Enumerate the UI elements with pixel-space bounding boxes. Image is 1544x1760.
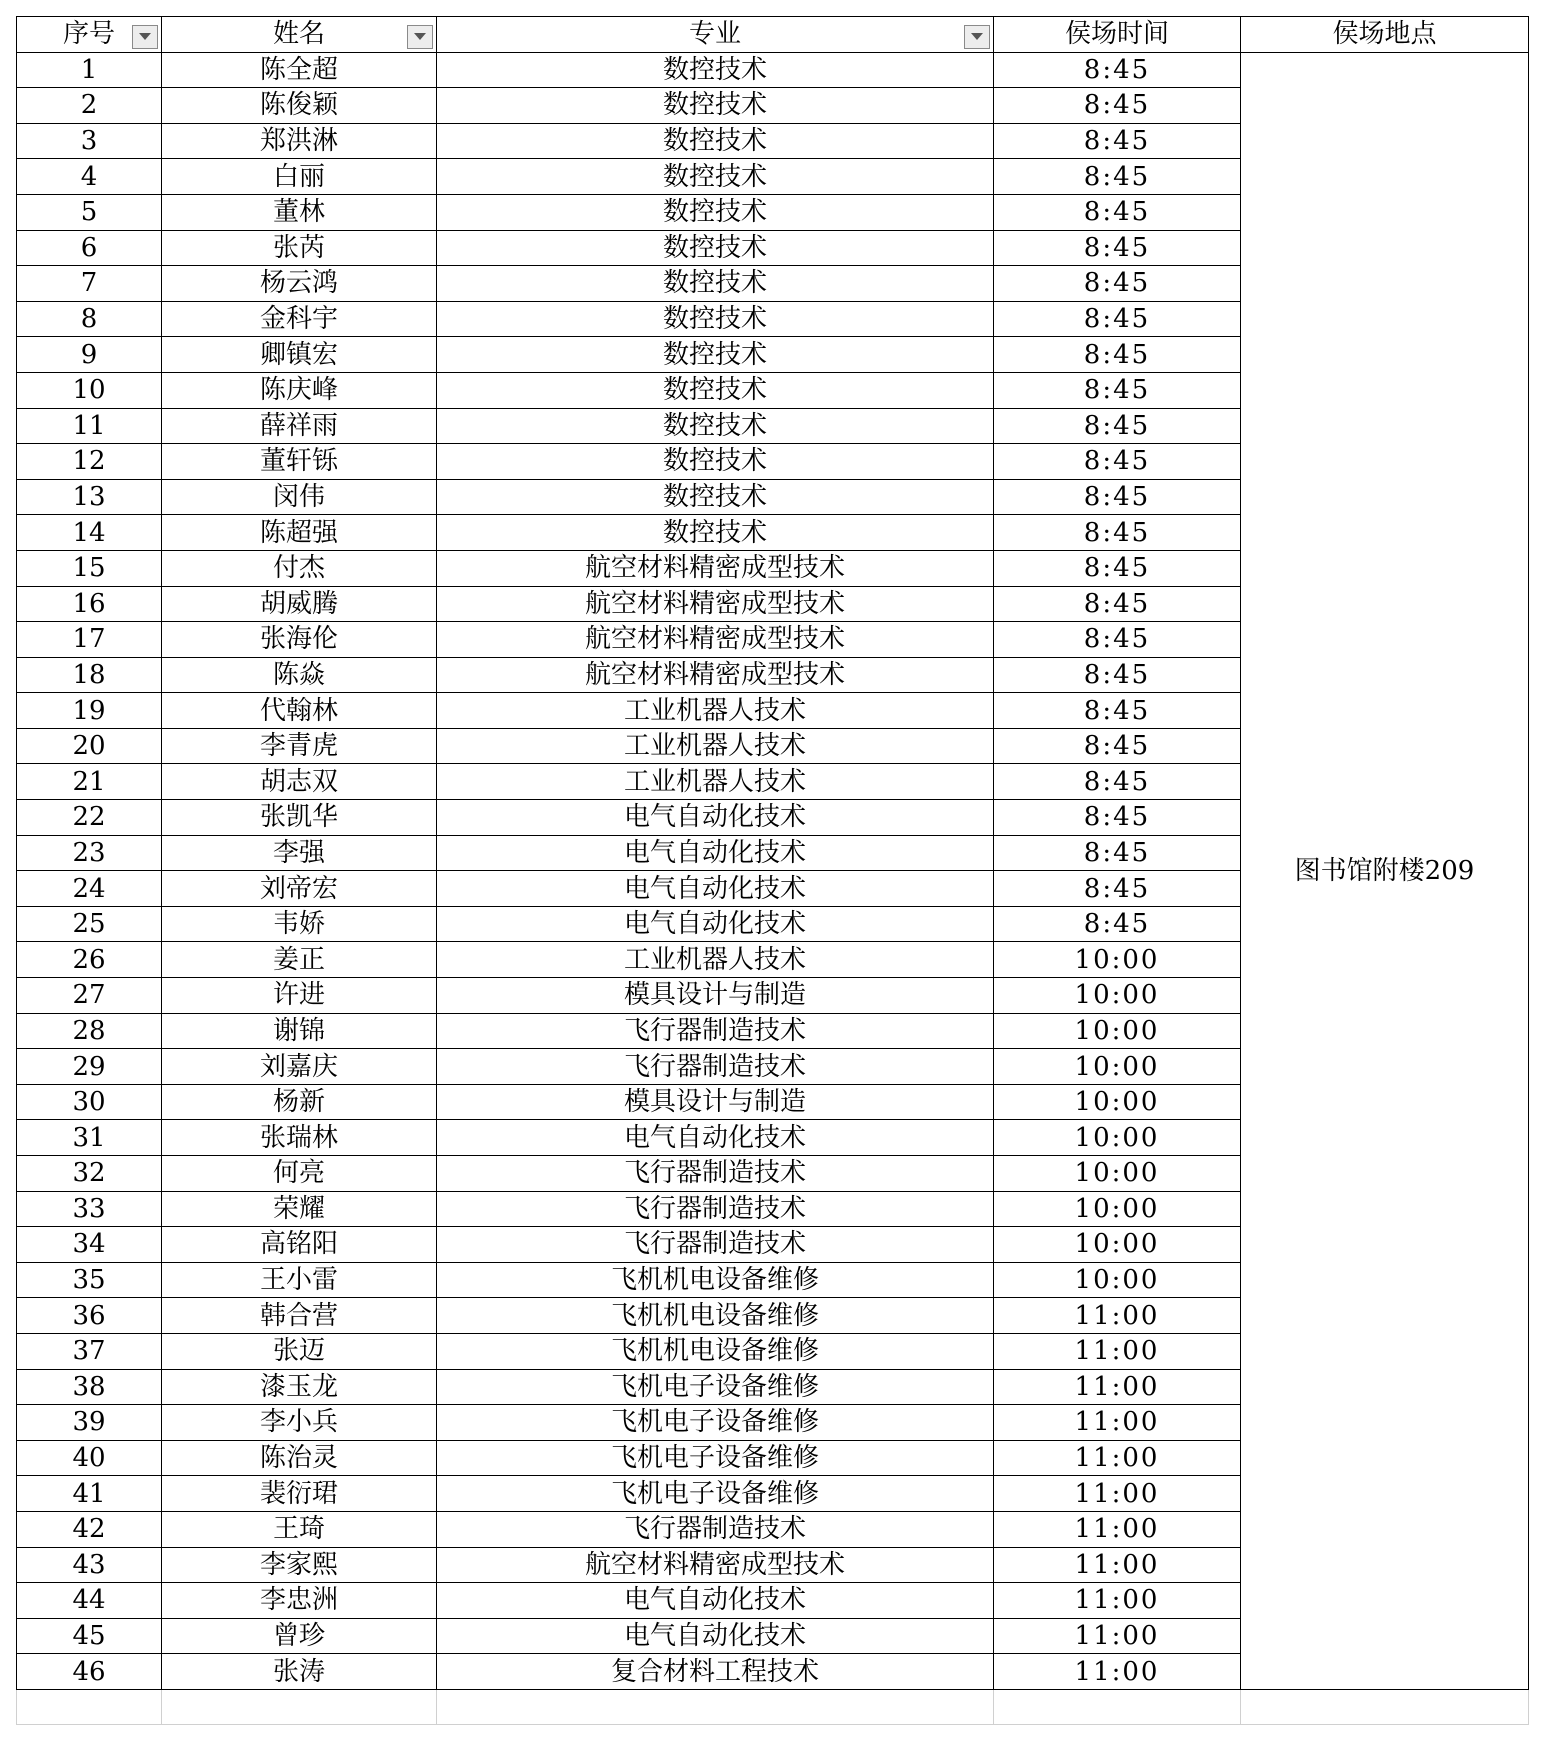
cell-time[interactable]: 8:45 bbox=[994, 159, 1241, 195]
cell-major[interactable]: 数控技术 bbox=[437, 479, 994, 515]
cell-time[interactable]: 8:45 bbox=[994, 266, 1241, 302]
cell-time[interactable]: 8:45 bbox=[994, 657, 1241, 693]
cell-name[interactable]: 董轩铄 bbox=[162, 444, 437, 480]
cell-seq[interactable]: 12 bbox=[17, 444, 162, 480]
cell-name[interactable]: 张芮 bbox=[162, 230, 437, 266]
cell-name[interactable]: 金科宇 bbox=[162, 301, 437, 337]
cell-time[interactable]: 11:00 bbox=[994, 1583, 1241, 1619]
empty-cell[interactable] bbox=[994, 1689, 1241, 1724]
cell-major[interactable]: 电气自动化技术 bbox=[437, 906, 994, 942]
table-body bbox=[17, 52, 1529, 1724]
cell-seq[interactable]: 28 bbox=[17, 1013, 162, 1049]
cell-time[interactable]: 10:00 bbox=[994, 1120, 1241, 1156]
cell-time[interactable]: 8:45 bbox=[994, 800, 1241, 836]
cell-major[interactable]: 航空材料精密成型技术 bbox=[437, 622, 994, 658]
cell-major[interactable]: 电气自动化技术 bbox=[437, 835, 994, 871]
cell-major[interactable]: 飞行器制造技术 bbox=[437, 1049, 994, 1085]
cell-major[interactable]: 飞机电子设备维修 bbox=[437, 1440, 994, 1476]
cell-name[interactable]: 薛祥雨 bbox=[162, 408, 437, 444]
cell-seq[interactable]: 8 bbox=[17, 301, 162, 337]
cell-name[interactable]: 闵伟 bbox=[162, 479, 437, 515]
cell-seq[interactable]: 16 bbox=[17, 586, 162, 622]
cell-name[interactable]: 韩合营 bbox=[162, 1298, 437, 1334]
cell-major[interactable]: 数控技术 bbox=[437, 372, 994, 408]
cell-major[interactable]: 复合材料工程技术 bbox=[437, 1654, 994, 1690]
cell-seq[interactable]: 43 bbox=[17, 1547, 162, 1583]
cell-seq[interactable]: 13 bbox=[17, 479, 162, 515]
cell-seq[interactable]: 21 bbox=[17, 764, 162, 800]
cell-time[interactable]: 8:45 bbox=[994, 337, 1241, 373]
cell-seq[interactable]: 11 bbox=[17, 408, 162, 444]
cell-seq[interactable]: 3 bbox=[17, 123, 162, 159]
cell-major[interactable]: 飞机机电设备维修 bbox=[437, 1298, 994, 1334]
cell-name[interactable]: 胡志双 bbox=[162, 764, 437, 800]
cell-name[interactable]: 陈超强 bbox=[162, 515, 437, 551]
cell-name[interactable]: 郑洪淋 bbox=[162, 123, 437, 159]
cell-name[interactable]: 陈焱 bbox=[162, 657, 437, 693]
cell-major[interactable]: 电气自动化技术 bbox=[437, 871, 994, 907]
cell-seq[interactable]: 26 bbox=[17, 942, 162, 978]
cell-name[interactable]: 李强 bbox=[162, 835, 437, 871]
cell-time[interactable]: 10:00 bbox=[994, 1049, 1241, 1085]
cell-time[interactable]: 11:00 bbox=[994, 1547, 1241, 1583]
cell-name[interactable]: 胡威腾 bbox=[162, 586, 437, 622]
cell-time[interactable]: 8:45 bbox=[994, 301, 1241, 337]
cell-major[interactable]: 数控技术 bbox=[437, 194, 994, 230]
cell-name[interactable]: 张涛 bbox=[162, 1654, 437, 1690]
cell-time[interactable]: 8:45 bbox=[994, 871, 1241, 907]
cell-time[interactable]: 10:00 bbox=[994, 1084, 1241, 1120]
cell-time[interactable]: 8:45 bbox=[994, 693, 1241, 729]
cell-major[interactable]: 数控技术 bbox=[437, 301, 994, 337]
cell-major[interactable]: 工业机器人技术 bbox=[437, 693, 994, 729]
header-name-label: 姓名 bbox=[272, 19, 325, 50]
cell-major[interactable]: 模具设计与制造 bbox=[437, 978, 994, 1014]
cell-time[interactable]: 11:00 bbox=[994, 1476, 1241, 1512]
cell-time[interactable]: 8:45 bbox=[994, 123, 1241, 159]
cell-time[interactable]: 8:45 bbox=[994, 444, 1241, 480]
cell-location[interactable]: 图书馆附楼209 bbox=[1241, 52, 1529, 1689]
cell-seq[interactable]: 27 bbox=[17, 978, 162, 1014]
cell-seq[interactable]: 23 bbox=[17, 835, 162, 871]
dropdown-arrow-icon bbox=[414, 33, 426, 41]
cell-seq[interactable]: 37 bbox=[17, 1333, 162, 1369]
cell-seq[interactable]: 9 bbox=[17, 337, 162, 373]
cell-time[interactable]: 8:45 bbox=[994, 622, 1241, 658]
cell-seq[interactable]: 20 bbox=[17, 728, 162, 764]
cell-time[interactable]: 8:45 bbox=[994, 479, 1241, 515]
cell-name[interactable]: 姜正 bbox=[162, 942, 437, 978]
cell-major[interactable]: 数控技术 bbox=[437, 159, 994, 195]
cell-major[interactable]: 数控技术 bbox=[437, 52, 994, 88]
cell-time[interactable]: 8:45 bbox=[994, 372, 1241, 408]
cell-time[interactable]: 8:45 bbox=[994, 550, 1241, 586]
cell-time[interactable]: 8:45 bbox=[994, 194, 1241, 230]
cell-seq[interactable]: 17 bbox=[17, 622, 162, 658]
cell-name[interactable]: 张凯华 bbox=[162, 800, 437, 836]
cell-seq[interactable]: 39 bbox=[17, 1405, 162, 1441]
cell-major[interactable]: 电气自动化技术 bbox=[437, 800, 994, 836]
cell-name[interactable]: 漆玉龙 bbox=[162, 1369, 437, 1405]
cell-name[interactable]: 刘帝宏 bbox=[162, 871, 437, 907]
cell-seq[interactable]: 34 bbox=[17, 1227, 162, 1263]
cell-seq[interactable]: 5 bbox=[17, 194, 162, 230]
cell-major[interactable]: 工业机器人技术 bbox=[437, 728, 994, 764]
cell-major[interactable]: 数控技术 bbox=[437, 515, 994, 551]
header-name bbox=[162, 17, 437, 53]
cell-time[interactable]: 8:45 bbox=[994, 835, 1241, 871]
cell-name[interactable]: 杨云鸿 bbox=[162, 266, 437, 302]
major-filter-button[interactable] bbox=[964, 25, 990, 49]
header-major-label: 专业 bbox=[688, 19, 741, 50]
cell-seq[interactable]: 24 bbox=[17, 871, 162, 907]
cell-major[interactable]: 工业机器人技术 bbox=[437, 942, 994, 978]
cell-seq[interactable]: 4 bbox=[17, 159, 162, 195]
cell-time[interactable]: 11:00 bbox=[994, 1654, 1241, 1690]
header-time-label: 侯场时间 bbox=[1064, 19, 1169, 50]
name-filter-button[interactable] bbox=[407, 25, 433, 49]
cell-time[interactable]: 8:45 bbox=[994, 728, 1241, 764]
cell-time[interactable]: 10:00 bbox=[994, 1013, 1241, 1049]
cell-major[interactable]: 数控技术 bbox=[437, 444, 994, 480]
cell-time[interactable]: 8:45 bbox=[994, 515, 1241, 551]
cell-major[interactable]: 数控技术 bbox=[437, 337, 994, 373]
header-time bbox=[994, 17, 1241, 53]
cell-major[interactable]: 飞机电子设备维修 bbox=[437, 1476, 994, 1512]
cell-time[interactable]: 10:00 bbox=[994, 1156, 1241, 1192]
cell-seq[interactable]: 1 bbox=[17, 52, 162, 88]
cell-major[interactable]: 飞机机电设备维修 bbox=[437, 1333, 994, 1369]
cell-seq[interactable]: 41 bbox=[17, 1476, 162, 1512]
cell-name[interactable]: 李小兵 bbox=[162, 1405, 437, 1441]
cell-seq[interactable]: 44 bbox=[17, 1583, 162, 1619]
cell-major[interactable]: 飞机机电设备维修 bbox=[437, 1262, 994, 1298]
cell-name[interactable]: 谢锦 bbox=[162, 1013, 437, 1049]
cell-time[interactable]: 8:45 bbox=[994, 230, 1241, 266]
cell-time[interactable]: 10:00 bbox=[994, 1262, 1241, 1298]
cell-seq[interactable]: 6 bbox=[17, 230, 162, 266]
cell-time[interactable]: 11:00 bbox=[994, 1440, 1241, 1476]
cell-name[interactable]: 刘嘉庆 bbox=[162, 1049, 437, 1085]
cell-major[interactable]: 飞机电子设备维修 bbox=[437, 1369, 994, 1405]
cell-seq[interactable]: 19 bbox=[17, 693, 162, 729]
cell-seq[interactable]: 7 bbox=[17, 266, 162, 302]
cell-seq[interactable]: 46 bbox=[17, 1654, 162, 1690]
cell-major[interactable]: 数控技术 bbox=[437, 266, 994, 302]
empty-cell[interactable] bbox=[162, 1689, 437, 1724]
table-row bbox=[17, 52, 1529, 88]
cell-seq[interactable]: 25 bbox=[17, 906, 162, 942]
cell-time[interactable]: 8:45 bbox=[994, 88, 1241, 124]
schedule-table bbox=[16, 16, 1529, 1725]
cell-seq[interactable]: 45 bbox=[17, 1618, 162, 1654]
cell-major[interactable]: 飞行器制造技术 bbox=[437, 1013, 994, 1049]
cell-name[interactable]: 王琦 bbox=[162, 1511, 437, 1547]
header-row bbox=[17, 17, 1529, 53]
cell-time[interactable]: 11:00 bbox=[994, 1333, 1241, 1369]
cell-time[interactable]: 11:00 bbox=[994, 1298, 1241, 1334]
cell-seq[interactable]: 31 bbox=[17, 1120, 162, 1156]
cell-name[interactable]: 曾珍 bbox=[162, 1618, 437, 1654]
cell-major[interactable]: 数控技术 bbox=[437, 408, 994, 444]
cell-major[interactable]: 电气自动化技术 bbox=[437, 1618, 994, 1654]
cell-name[interactable]: 裴衍珺 bbox=[162, 1476, 437, 1512]
cell-major[interactable]: 模具设计与制造 bbox=[437, 1084, 994, 1120]
cell-seq[interactable]: 32 bbox=[17, 1156, 162, 1192]
cell-seq[interactable]: 35 bbox=[17, 1262, 162, 1298]
cell-major[interactable]: 电气自动化技术 bbox=[437, 1583, 994, 1619]
cell-time[interactable]: 11:00 bbox=[994, 1511, 1241, 1547]
cell-seq[interactable]: 33 bbox=[17, 1191, 162, 1227]
cell-time[interactable]: 10:00 bbox=[994, 978, 1241, 1014]
empty-row bbox=[17, 1689, 1529, 1724]
cell-name[interactable]: 杨新 bbox=[162, 1084, 437, 1120]
cell-seq[interactable]: 10 bbox=[17, 372, 162, 408]
cell-seq[interactable]: 22 bbox=[17, 800, 162, 836]
cell-major[interactable]: 航空材料精密成型技术 bbox=[437, 1547, 994, 1583]
header-seq-label: 序号 bbox=[62, 19, 115, 50]
cell-time[interactable]: 10:00 bbox=[994, 1191, 1241, 1227]
cell-name[interactable]: 高铭阳 bbox=[162, 1227, 437, 1263]
cell-major[interactable]: 数控技术 bbox=[437, 230, 994, 266]
cell-major[interactable]: 航空材料精密成型技术 bbox=[437, 657, 994, 693]
cell-name[interactable]: 李青虎 bbox=[162, 728, 437, 764]
cell-name[interactable]: 李忠洲 bbox=[162, 1583, 437, 1619]
cell-time[interactable]: 8:45 bbox=[994, 764, 1241, 800]
cell-time[interactable]: 8:45 bbox=[994, 52, 1241, 88]
seq-filter-button[interactable] bbox=[132, 25, 158, 49]
empty-cell[interactable] bbox=[1241, 1689, 1529, 1724]
cell-major[interactable]: 飞机电子设备维修 bbox=[437, 1405, 994, 1441]
cell-time[interactable]: 8:45 bbox=[994, 408, 1241, 444]
cell-major[interactable]: 飞行器制造技术 bbox=[437, 1156, 994, 1192]
cell-major[interactable]: 数控技术 bbox=[437, 123, 994, 159]
cell-time[interactable]: 8:45 bbox=[994, 906, 1241, 942]
cell-seq[interactable]: 15 bbox=[17, 550, 162, 586]
cell-seq[interactable]: 30 bbox=[17, 1084, 162, 1120]
cell-name[interactable]: 李家熙 bbox=[162, 1547, 437, 1583]
cell-name[interactable]: 何亮 bbox=[162, 1156, 437, 1192]
cell-seq[interactable]: 18 bbox=[17, 657, 162, 693]
cell-major[interactable]: 航空材料精密成型技术 bbox=[437, 586, 994, 622]
cell-seq[interactable]: 14 bbox=[17, 515, 162, 551]
cell-seq[interactable]: 2 bbox=[17, 88, 162, 124]
cell-major[interactable]: 飞行器制造技术 bbox=[437, 1191, 994, 1227]
cell-name[interactable]: 韦娇 bbox=[162, 906, 437, 942]
cell-name[interactable]: 陈俊颖 bbox=[162, 88, 437, 124]
cell-major[interactable]: 工业机器人技术 bbox=[437, 764, 994, 800]
cell-name[interactable]: 张瑞林 bbox=[162, 1120, 437, 1156]
header-seq bbox=[17, 17, 162, 53]
cell-time[interactable]: 11:00 bbox=[994, 1369, 1241, 1405]
cell-seq[interactable]: 42 bbox=[17, 1511, 162, 1547]
dropdown-arrow-icon bbox=[971, 33, 983, 41]
cell-name[interactable]: 许进 bbox=[162, 978, 437, 1014]
cell-name[interactable]: 陈治灵 bbox=[162, 1440, 437, 1476]
header-major bbox=[437, 17, 994, 53]
dropdown-arrow-icon bbox=[139, 33, 151, 41]
cell-name[interactable]: 张海伦 bbox=[162, 622, 437, 658]
cell-time[interactable]: 10:00 bbox=[994, 1227, 1241, 1263]
cell-seq[interactable]: 40 bbox=[17, 1440, 162, 1476]
cell-seq[interactable]: 29 bbox=[17, 1049, 162, 1085]
cell-name[interactable]: 张迈 bbox=[162, 1333, 437, 1369]
empty-cell[interactable] bbox=[17, 1689, 162, 1724]
cell-name[interactable]: 代翰林 bbox=[162, 693, 437, 729]
cell-name[interactable]: 卿镇宏 bbox=[162, 337, 437, 373]
cell-name[interactable]: 王小雷 bbox=[162, 1262, 437, 1298]
header-location bbox=[1241, 17, 1529, 53]
cell-major[interactable]: 数控技术 bbox=[437, 88, 994, 124]
cell-seq[interactable]: 36 bbox=[17, 1298, 162, 1334]
cell-time[interactable]: 10:00 bbox=[994, 942, 1241, 978]
cell-time[interactable]: 8:45 bbox=[994, 586, 1241, 622]
cell-major[interactable]: 电气自动化技术 bbox=[437, 1120, 994, 1156]
cell-major[interactable]: 飞行器制造技术 bbox=[437, 1511, 994, 1547]
cell-major[interactable]: 航空材料精密成型技术 bbox=[437, 550, 994, 586]
empty-cell[interactable] bbox=[437, 1689, 994, 1724]
cell-name[interactable]: 陈庆峰 bbox=[162, 372, 437, 408]
cell-seq[interactable]: 38 bbox=[17, 1369, 162, 1405]
cell-name[interactable]: 荣耀 bbox=[162, 1191, 437, 1227]
cell-name[interactable]: 付杰 bbox=[162, 550, 437, 586]
cell-name[interactable]: 陈全超 bbox=[162, 52, 437, 88]
cell-name[interactable]: 白丽 bbox=[162, 159, 437, 195]
cell-time[interactable]: 11:00 bbox=[994, 1405, 1241, 1441]
cell-name[interactable]: 董林 bbox=[162, 194, 437, 230]
cell-major[interactable]: 飞行器制造技术 bbox=[437, 1227, 994, 1263]
header-location-label: 侯场地点 bbox=[1332, 19, 1437, 50]
cell-time[interactable]: 11:00 bbox=[994, 1618, 1241, 1654]
